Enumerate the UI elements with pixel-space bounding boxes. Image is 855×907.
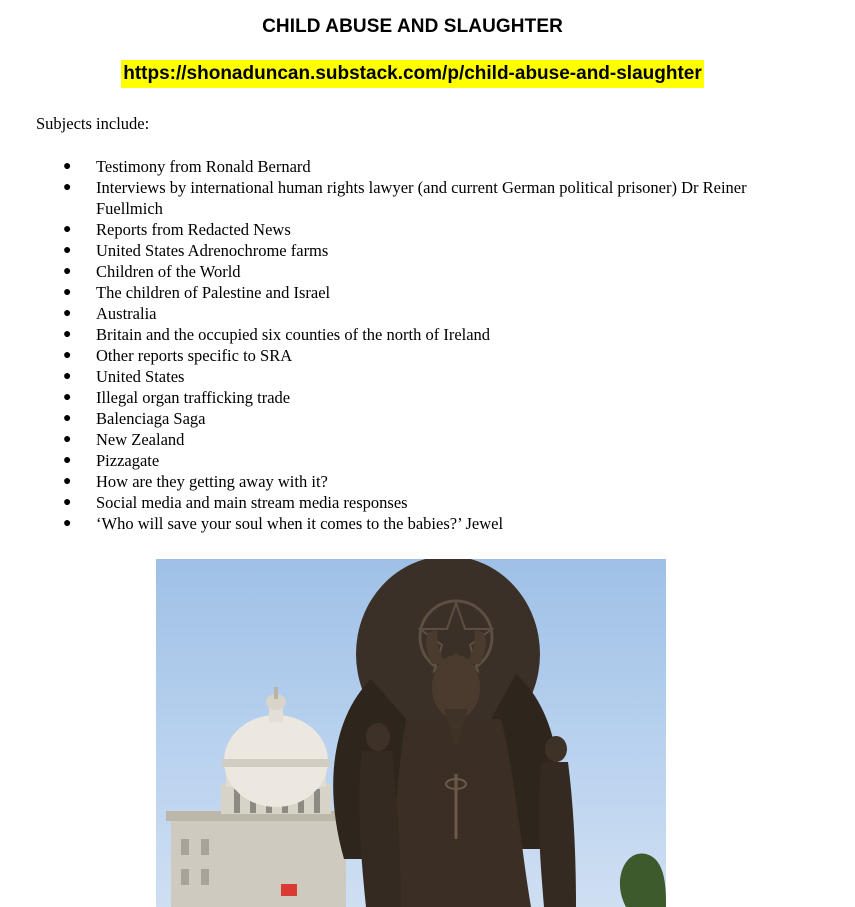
- bullet-icon: ●: [63, 369, 72, 384]
- bullet-icon: ●: [63, 516, 72, 531]
- list-item: ● Testimony from Ronald Bernard: [63, 157, 311, 176]
- statue-photo-illustration: [156, 559, 666, 907]
- list-item: ● Interviews by international human rights lawyer (and current German political prisoner) Dr Reiner Fuellmich: [63, 178, 747, 218]
- statue-photo: [156, 559, 666, 907]
- list-item: ● Illegal organ trafficking trade: [63, 388, 291, 407]
- list-item: ● Britain and the occupied six counties of the north of Ireland: [63, 325, 491, 344]
- bullet-icon: ●: [63, 264, 72, 279]
- list-item: ● ‘Who will save your soul when it comes to the babies?’ Jewel: [63, 514, 504, 533]
- list-item: ● Social media and main stream media responses: [63, 493, 408, 512]
- bullet-icon: ●: [63, 285, 72, 300]
- bullet-icon: ●: [63, 453, 72, 468]
- list-item: ● How are they getting away with it?: [63, 472, 328, 491]
- bullet-icon: ●: [63, 495, 72, 510]
- substack-link[interactable]: https://shonaduncan.substack.com/p/child-abuse-and-slaughter: [121, 60, 704, 88]
- list-item: ● New Zealand: [63, 430, 185, 449]
- bullet-icon: ●: [63, 243, 72, 258]
- bullet-icon: ●: [63, 306, 72, 321]
- bullet-icon: ●: [63, 180, 72, 195]
- capitol-building: [166, 687, 351, 907]
- bullet-icon: ●: [63, 432, 72, 447]
- list-item: ● Australia: [63, 304, 157, 323]
- list-item: ● Pizzagate: [63, 451, 160, 470]
- bullet-icon: ●: [63, 222, 72, 237]
- bullet-icon: ●: [63, 411, 72, 426]
- bullet-icon: ●: [63, 327, 72, 342]
- list-item: ● Children of the World: [63, 262, 241, 281]
- bullet-icon: ●: [63, 474, 72, 489]
- list-item: ● United States: [63, 367, 185, 386]
- bullet-icon: ●: [63, 159, 72, 174]
- list-item: ● United States Adrenochrome farms: [63, 241, 329, 260]
- list-item: ● The children of Palestine and Israel: [63, 283, 331, 302]
- subjects-list: [0, 156, 800, 534]
- document-title: CHILD ABUSE AND SLAUGHTER: [262, 16, 563, 37]
- link-container: [0, 60, 825, 88]
- subjects-intro: Subjects include:: [36, 114, 150, 133]
- list-item: ● Balenciaga Saga: [63, 409, 206, 428]
- list-item: ● Other reports specific to SRA: [63, 346, 293, 365]
- bullet-icon: ●: [63, 348, 72, 363]
- bullet-icon: ●: [63, 390, 72, 405]
- list-item: ● Reports from Redacted News: [63, 220, 291, 239]
